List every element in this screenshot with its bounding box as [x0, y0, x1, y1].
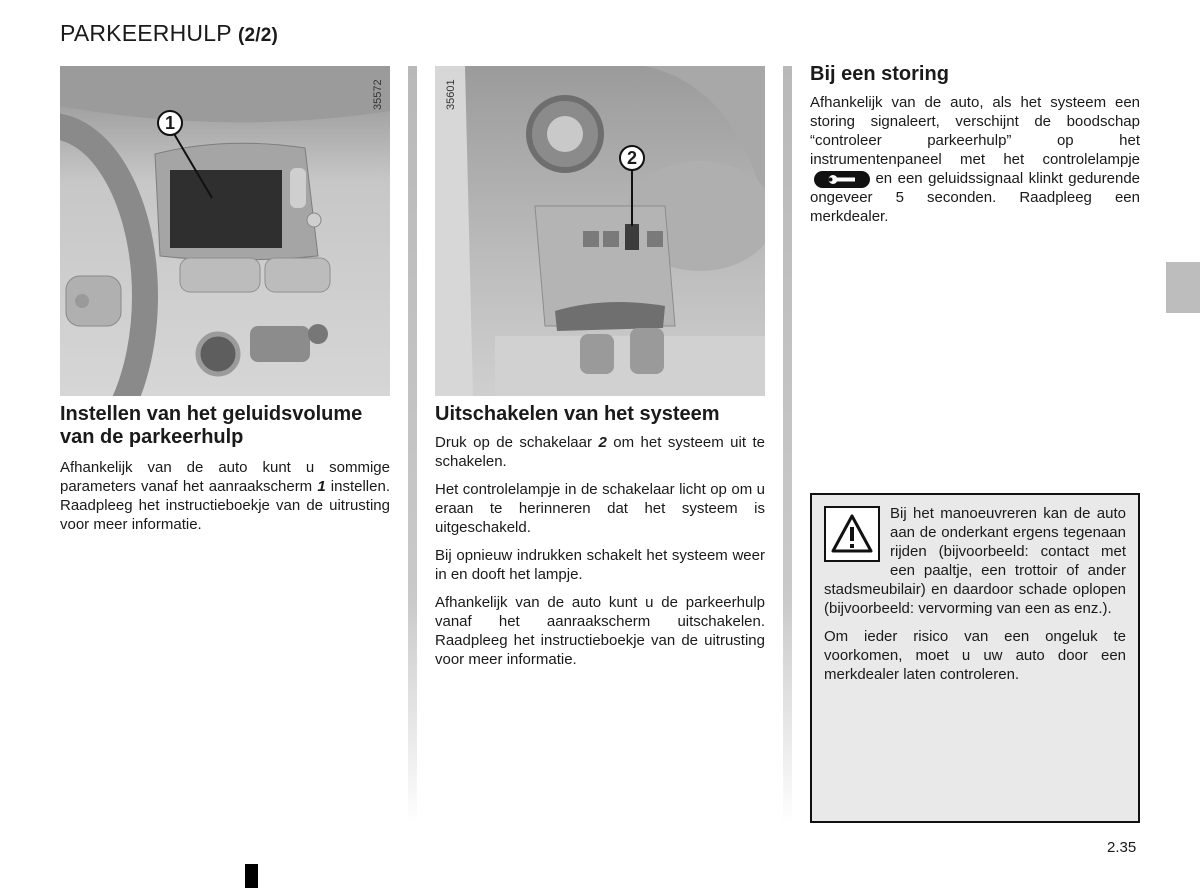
- text-run: om het systeem uit te schakelen.: [435, 434, 765, 470]
- section-body: [435, 433, 765, 678]
- warning-paragraph: Om ieder risico van een ongeluk te voorkomen, moet u uw auto door een merkdealer laten controleren.: [824, 628, 1126, 683]
- text-run: Druk op de schakelaar: [435, 434, 599, 451]
- page-title-text: PARKEERHULP: [60, 20, 232, 46]
- page-number: 2.35: [1107, 839, 1137, 856]
- dashboard-illustration: [60, 66, 390, 396]
- page-title: [60, 20, 278, 47]
- section-heading: Uitschakelen van het systeem: [435, 403, 720, 425]
- wrench-icon: [814, 171, 870, 188]
- column-divider: [783, 66, 792, 826]
- section-heading: Bij een storing: [810, 63, 949, 85]
- chapter-tab: [1166, 262, 1200, 313]
- section-heading: Instellen van het geluidsvolume van de parkeerhulp: [60, 403, 363, 448]
- warning-triangle-icon: [824, 506, 880, 562]
- print-mark: [245, 864, 258, 888]
- paragraph: Afhankelijk van de auto kunt u de parkeerhulp vanaf het aanraakscherm uitschakelen. Raadpleeg het instructieboekje van de uitrusting voor meer informatie.: [435, 594, 765, 668]
- section-body: [60, 458, 390, 543]
- paragraph: Het controlelampje in de schakelaar licht op om u eraan te herinneren dat het systeem is uitgeschakeld.: [435, 481, 765, 536]
- paragraph: [435, 433, 765, 471]
- reference-number: 1: [317, 478, 326, 495]
- reference-number: 2: [598, 434, 607, 451]
- callout-marker: 1: [157, 110, 183, 136]
- warning-box: [810, 493, 1140, 823]
- text-run: en een geluidssignaal klinkt gedurende ongeveer 5 seconden. Raadpleeg een merkdealer.: [810, 170, 1141, 225]
- warning-paragraph: Bij het manoeuvreren kan de auto aan de onderkant ergens tegenaan rijden (bijvoorbeeld: contact met een paaltje, een trottoir of ander stadsmeubilair) en daardoor schade oplopen (bijvoorbeeld: vervorming van een as enz.).: [824, 505, 1126, 617]
- callout-marker: 2: [619, 145, 645, 171]
- switch-panel-illustration: [435, 66, 765, 396]
- image-reference-code: 35572: [372, 79, 384, 110]
- text-run: instellen. Raadpleeg het instructieboekje van de uitrusting voor meer informatie.: [60, 478, 390, 533]
- page-title-suffix: (2/2): [237, 25, 279, 46]
- section-body: [810, 93, 1140, 235]
- dashboard-photo: [60, 66, 390, 396]
- column-divider: [408, 66, 417, 826]
- switch-panel-photo: [435, 66, 765, 396]
- text-run: Afhankelijk van de auto kunt u sommige parameters vanaf het aanraakscherm: [60, 459, 390, 495]
- paragraph: Bij opnieuw indrukken schakelt het systeem weer in en dooft het lampje.: [435, 547, 765, 583]
- paragraph: [60, 458, 390, 534]
- paragraph: [810, 93, 1140, 226]
- text-run: Afhankelijk van de auto, als het systeem een storing signaleert, verschijnt de boodschap “controleer parkeerhulp” op het instrumentenpaneel met het controlelampje: [810, 94, 1140, 168]
- image-reference-code: 35601: [445, 79, 457, 110]
